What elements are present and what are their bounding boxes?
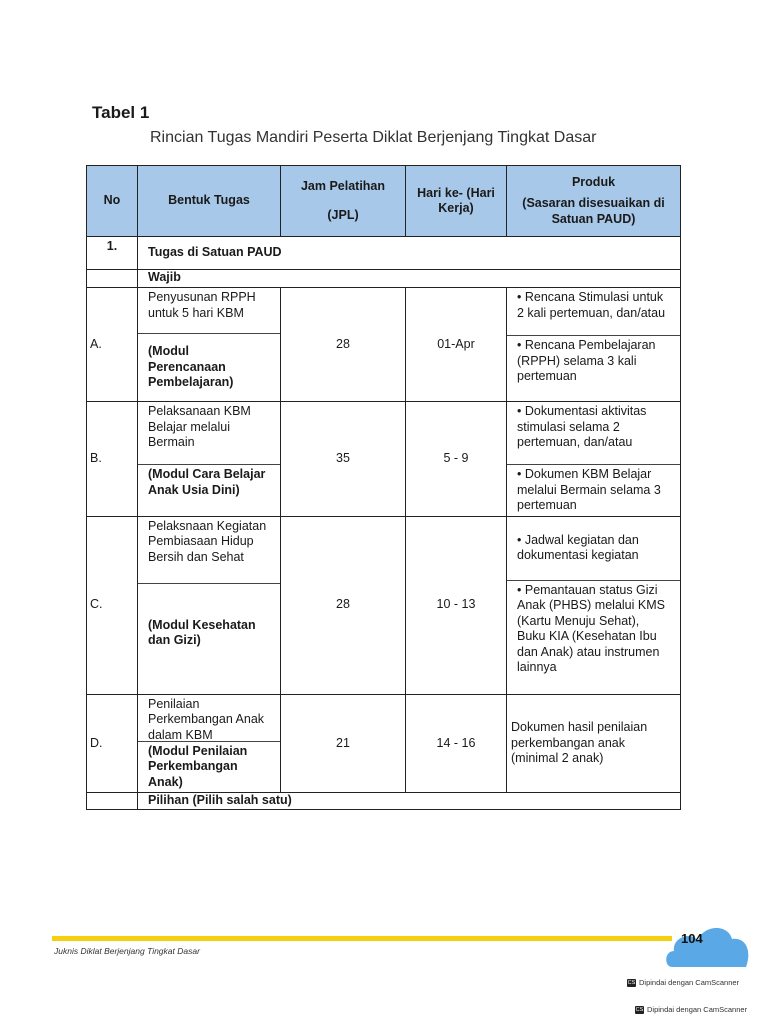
header-bentuk-tugas: Bentuk Tugas	[138, 166, 281, 237]
jpl-value: 28	[281, 516, 406, 694]
jpl-value: 28	[281, 288, 406, 402]
header-jam-line-1: Jam Pelatihan	[300, 178, 386, 193]
camscanner-icon: CS	[627, 979, 636, 986]
footer-text: Juknis Diklat Berjenjang Tingkat Dasar	[54, 946, 200, 956]
page-number: 104	[681, 931, 703, 946]
table-subtitle: Rincian Tugas Mandiri Peserta Diklat Berjenjang Tingkat Dasar	[150, 129, 597, 146]
row-number: A.	[87, 288, 138, 402]
produk-cell	[507, 288, 681, 402]
task-cell	[138, 516, 281, 694]
produk-item: • Rencana Stimulasi untuk 2 kali pertemuan, dan/atau	[507, 288, 680, 336]
pilihan-label: Pilihan (Pilih salah satu)	[138, 793, 681, 810]
header-produk-line-1: Produk	[571, 174, 616, 189]
table-row	[87, 288, 681, 402]
task-description: Penilaian Perkembangan Anak dalam KBM	[138, 695, 280, 742]
camscanner-label: Dipindai dengan CamScanner	[647, 1005, 748, 1014]
section-number: 1.	[87, 237, 138, 270]
row-number: D.	[87, 694, 138, 793]
task-cell	[138, 694, 281, 793]
task-cell	[138, 288, 281, 402]
module-name: (Modul Penilaian Perkembangan Anak)	[148, 743, 248, 789]
produk-item: • Jadwal kegiatan dan dokumentasi kegiatan	[507, 517, 680, 581]
hari-value: 5 - 9	[406, 402, 507, 517]
task-table	[86, 165, 681, 810]
produk-item: • Dokumentasi aktivitas stimulasi selama 2 pertemuan, dan/atau	[507, 402, 680, 465]
header-hari-ke: Hari ke- (Hari Kerja)	[406, 166, 507, 237]
table-row	[87, 402, 681, 517]
row-number: C.	[87, 516, 138, 694]
hari-value: 14 - 16	[406, 694, 507, 793]
header-no: No	[87, 166, 138, 237]
hari-value: 10 - 13	[406, 516, 507, 694]
task-description: Pelaksanaan KBM Belajar melalui Bermain	[138, 402, 280, 465]
produk-cell	[507, 402, 681, 517]
produk-item: • Rencana Pembelajaran (RPPH) selama 3 kali pertemuan	[507, 336, 680, 387]
camscanner-icon: CS	[635, 1006, 644, 1013]
hari-value: 01-Apr	[406, 288, 507, 402]
produk-item: • Dokumen KBM Belajar melalui Bermain selama 3 pertemuan	[507, 465, 680, 516]
produk-text: Dokumen hasil penilaian perkembangan anak (minimal 2 anak)	[507, 694, 681, 793]
camscanner-label: Dipindai dengan CamScanner	[639, 978, 740, 987]
jpl-value: 21	[281, 694, 406, 793]
module-name: (Modul Kesehatan dan Gizi)	[148, 617, 256, 647]
header-jam-line-2: (JPL)	[327, 208, 359, 222]
module-name: (Modul Perencanaan Pembelajaran)	[148, 344, 234, 389]
table-row	[87, 516, 681, 694]
row-number: B.	[87, 402, 138, 517]
section-label: Tugas di Satuan PAUD	[138, 237, 681, 270]
table-title: Tabel 1	[92, 103, 150, 122]
header-produk-line-2: (Sasaran disesuaikan di Satuan PAUD)	[522, 196, 665, 226]
task-description: Pelaksnaan Kegiatan Pembiasaan Hidup Bersih dan Sehat	[138, 517, 280, 584]
wajib-label: Wajib	[138, 270, 681, 288]
pilihan-empty-cell	[87, 793, 138, 810]
wajib-empty-cell	[87, 270, 138, 288]
header-produk	[507, 166, 681, 237]
camscanner-watermark	[635, 1005, 747, 1014]
task-description: Penyusunan RPPH untuk 5 hari KBM	[138, 288, 280, 334]
header-jam-pelatihan	[281, 166, 406, 237]
footer-accent-bar	[52, 936, 672, 941]
camscanner-watermark	[627, 978, 739, 987]
table-row	[87, 694, 681, 793]
jpl-value: 35	[281, 402, 406, 517]
task-cell	[138, 402, 281, 517]
produk-item: • Pemantauan status Gizi Anak (PHBS) melalui KMS (Kartu Menuju Sehat), Buku KIA (Kesehatan Ibu dan Anak) atau instrumen lainnya	[507, 581, 680, 678]
module-name: (Modul Cara Belajar Anak Usia Dini)	[148, 467, 266, 497]
produk-cell	[507, 516, 681, 694]
cloud-icon	[666, 921, 750, 967]
